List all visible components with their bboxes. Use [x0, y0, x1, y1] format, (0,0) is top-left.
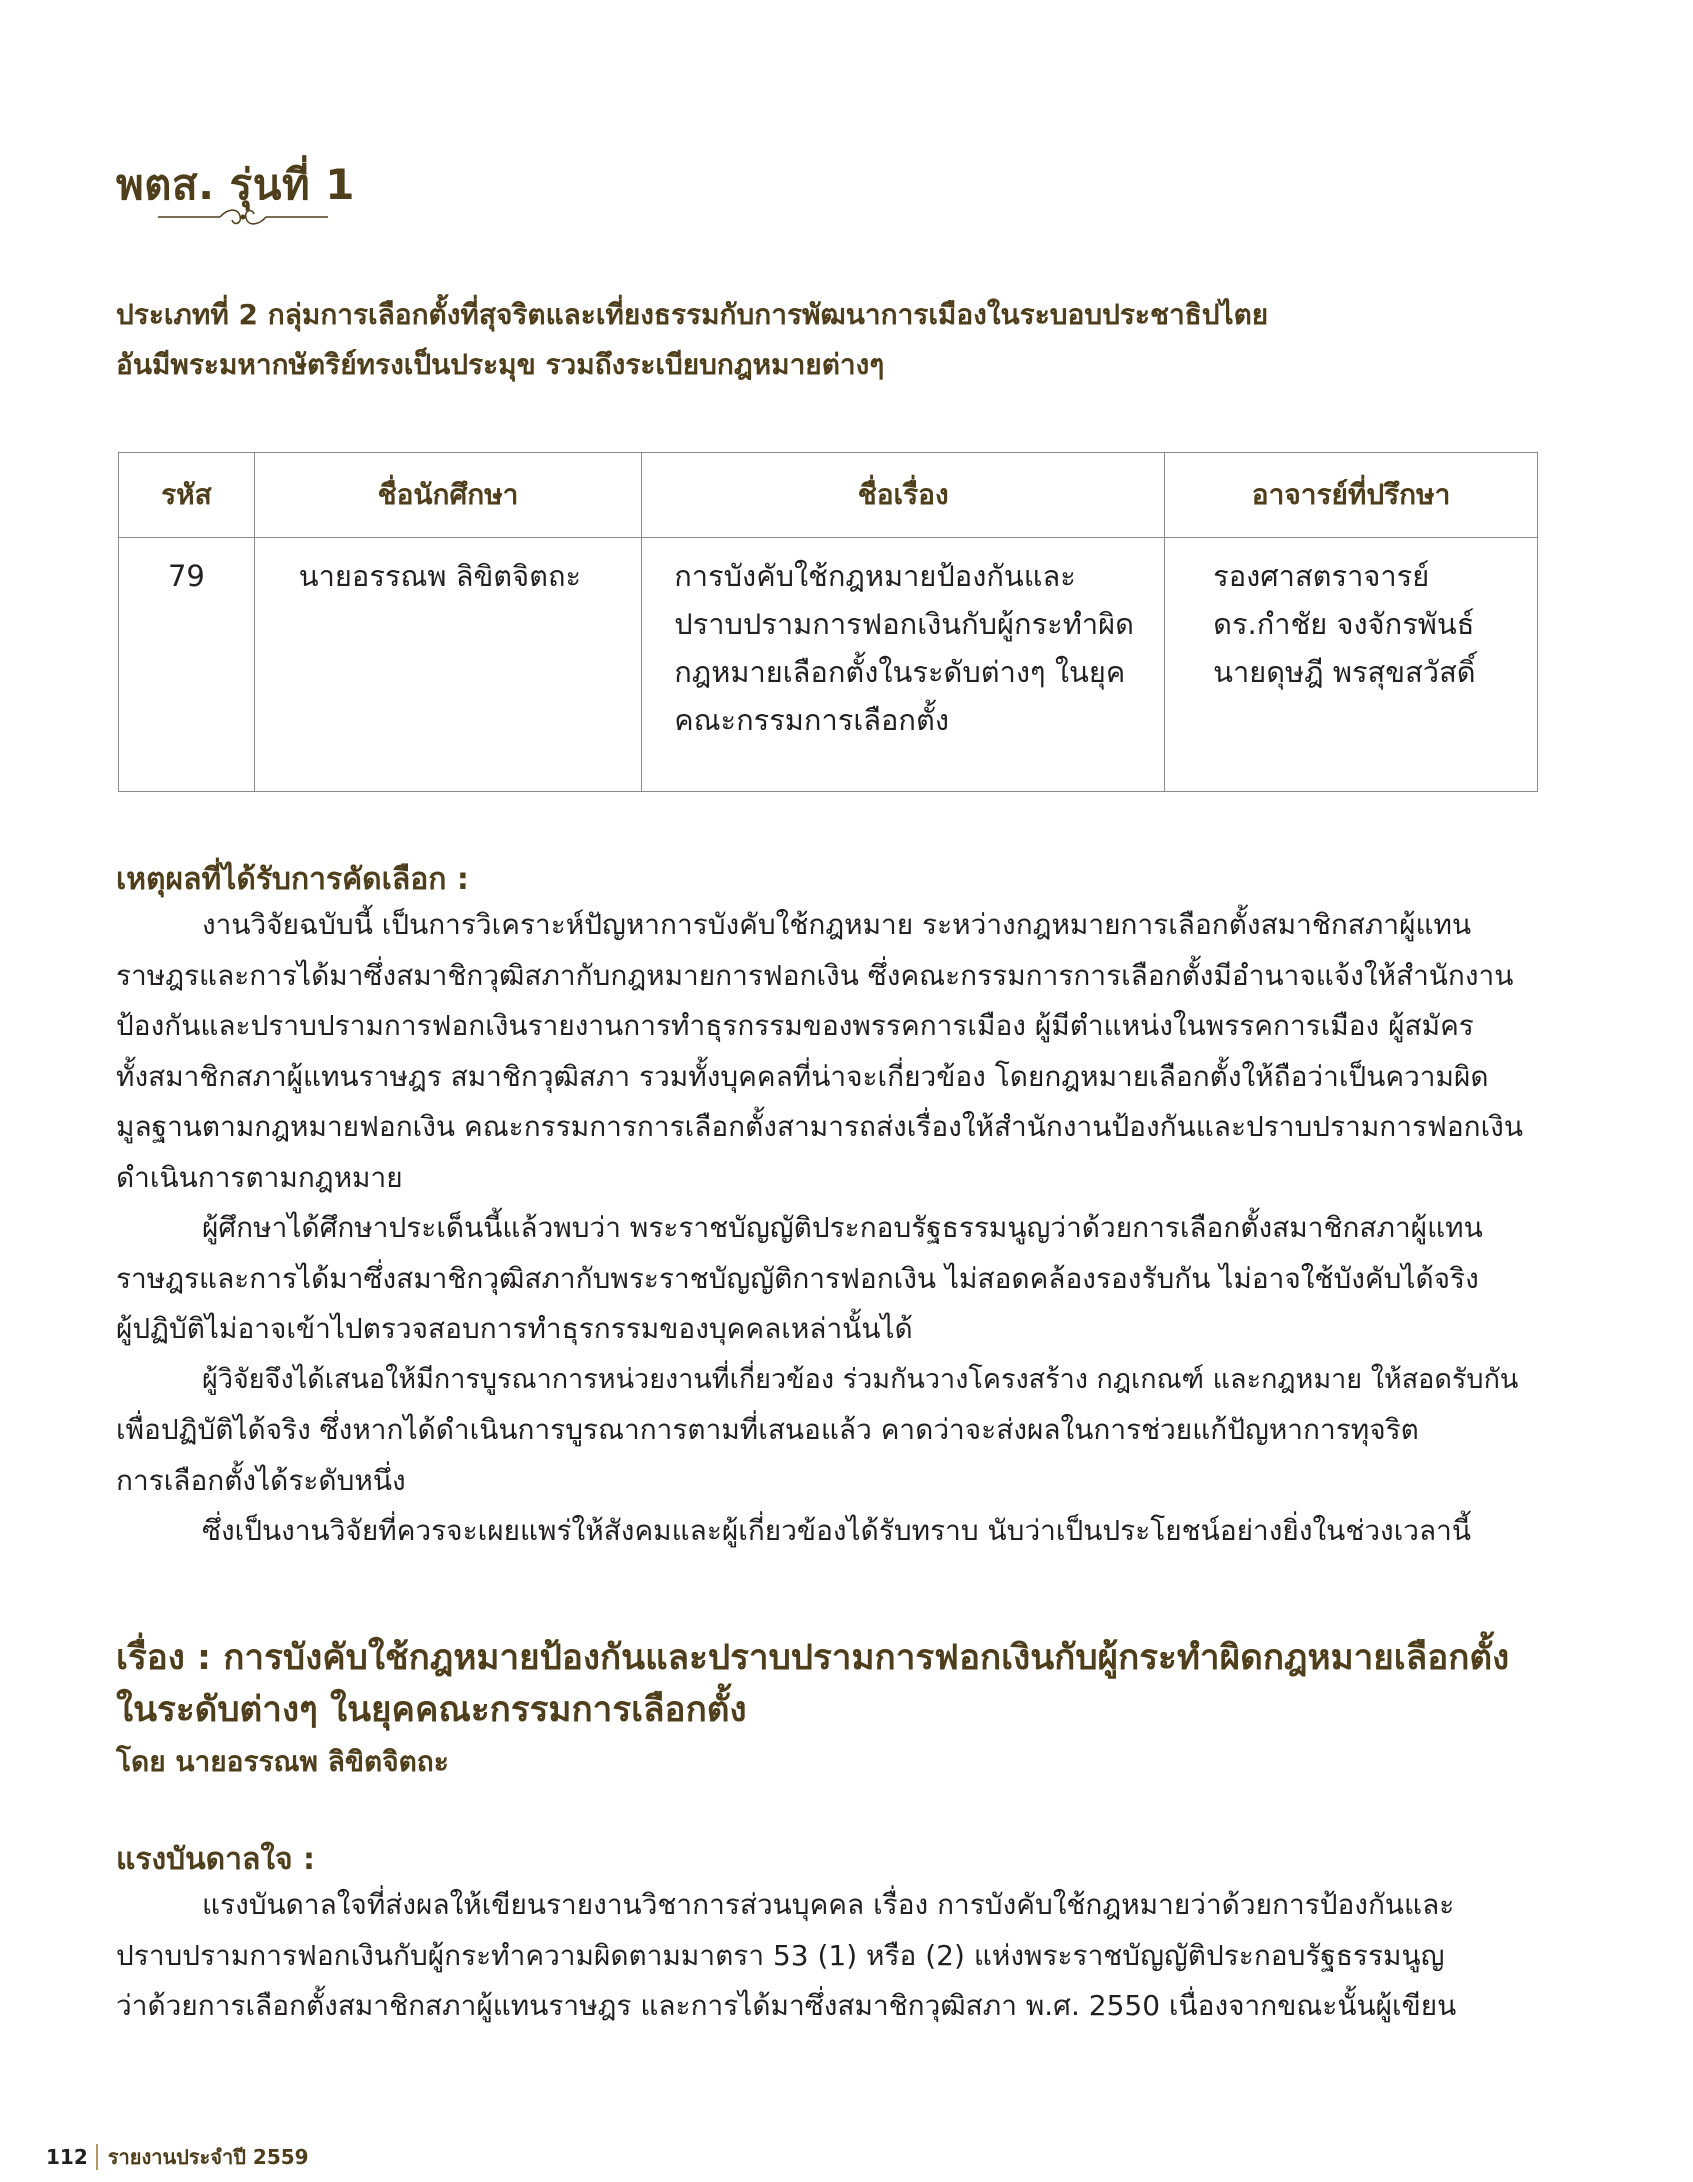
page-number: 112	[46, 2145, 88, 2169]
footer-divider	[96, 2144, 98, 2170]
body-line: เพื่อปฏิบัติได้จริง ซึ่งหากได้ดำเนินการบูรณาการตามที่เสนอแล้ว คาดว่าจะส่งผลในการช่วยแก้ปัญหาการทุจริต	[116, 1413, 1419, 1446]
body-line: มูลฐานตามกฎหมายฟอกเงิน คณะกรรมการการเลือกตั้งสามารถส่งเรื่องให้สำนักงานป้องกันและปราบปรามการฟอกเงิน	[116, 1110, 1523, 1143]
subject-line-1: เรื่อง : การบังคับใช้กฎหมายป้องกันและปราบปรามการฟอกเงินกับผู้กระทำผิดกฎหมายเลือกตั้ง	[116, 1638, 1510, 1678]
batch-heading: พตส. รุ่นที่ 1	[116, 160, 355, 209]
body-line: ดำเนินการตามกฎหมาย	[116, 1160, 403, 1194]
reason-heading: เหตุผลที่ได้รับการคัดเลือก :	[116, 862, 469, 897]
body-line: ซึ่งเป็นงานวิจัยที่ควรจะเผยแพร่ให้สังคมและผู้เกี่ยวข้องได้รับทราบ นับว่าเป็นประโยชน์อย่างยิ่งในช่วงเวลานี้	[202, 1514, 1472, 1547]
author-byline: โดย นายอรรณพ ลิขิตจิตถะ	[116, 1745, 449, 1778]
ornament-divider-icon	[158, 204, 328, 230]
body-line: ผู้วิจัยจึงได้เสนอให้มีการบูรณาการหน่วยงานที่เกี่ยวข้อง ร่วมกันวางโครงสร้าง กฎเกณฑ์ และกฎหมาย ให้สอดรับกัน	[202, 1363, 1519, 1395]
body-line: ราษฎรและการได้มาซึ่งสมาชิกวุฒิสภากับพระราชบัญญัติการฟอกเงิน ไม่สอดคล้องรองรับกัน ไม่อาจใช้บังคับได้จริง	[116, 1261, 1479, 1295]
advisor-line: นายดุษฎี พรสุขสวัสดิ์	[1213, 655, 1476, 689]
subject-line-2: ในระดับต่างๆ ในยุคคณะกรรมการเลือกตั้ง	[116, 1690, 747, 1730]
body-line: งานวิจัยฉบับนี้ เป็นการวิเคราะห์ปัญหาการบังคับใช้กฎหมาย ระหว่างกฎหมายการเลือกตั้งสมาชิกสภาผู้แทน	[202, 908, 1472, 941]
title-line: ปราบปรามการฟอกเงินกับผู้กระทำผิด	[674, 607, 1134, 641]
cell-student: นายอรรณพ ลิขิตจิตถะ	[254, 538, 641, 792]
header-code: รหัส	[119, 453, 255, 538]
title-line: คณะกรรมการเลือกตั้ง	[674, 703, 949, 737]
body-line: ราษฎรและการได้มาซึ่งสมาชิกวุฒิสภากับกฎหมายการฟอกเงิน ซึ่งคณะกรรมการการเลือกตั้งมีอำนาจแจ้งให้สำนักงาน	[116, 958, 1514, 992]
body-line: ทั้งสมาชิกสภาผู้แทนราษฎร สมาชิกวุฒิสภา รวมทั้งบุคคลที่น่าจะเกี่ยวข้อง โดยกฎหมายเลือกตั้งให้ถือว่าเป็นความผิด	[116, 1059, 1489, 1093]
category-line-2: อันมีพระมหากษัตริย์ทรงเป็นประมุข รวมถึงระเบียบกฎหมายต่างๆ	[116, 348, 885, 381]
inspiration-body	[116, 1880, 1536, 2032]
header-advisor: อาจารย์ที่ปรึกษา	[1165, 453, 1538, 538]
body-line: ผู้ปฏิบัติไม่อาจเข้าไปตรวจสอบการทำธุรกรรมของบุคคลเหล่านั้นได้	[116, 1312, 913, 1345]
inspiration-heading: แรงบันดาลใจ :	[116, 1842, 316, 1877]
advisor-line: รองศาสตราจารย์	[1213, 559, 1430, 593]
body-line: ปราบปรามการฟอกเงินกับผู้กระทำความผิดตามมาตรา 53 (1) หรือ (2) แห่งพระราชบัญญัติประกอบรัฐธรรมนูญ	[116, 1938, 1445, 1972]
page-footer	[46, 2142, 309, 2172]
cell-title	[642, 538, 1165, 792]
category-line-1: ประเภทที่ 2 กลุ่มการเลือกตั้งที่สุจริตและเที่ยงธรรมกับการพัฒนาการเมืองในระบอบประชาธิปไตย	[116, 298, 1269, 331]
advisor-line: ดร.กำชัย จงจักรพันธ์	[1213, 607, 1475, 641]
publication-name: รายงานประจำปี 2559	[107, 2145, 309, 2169]
body-line: ว่าด้วยการเลือกตั้งสมาชิกสภาผู้แทนราษฎร และการได้มาซึ่งสมาชิกวุฒิสภา พ.ศ. 2550 เนื่องจากขณะนั้นผู้เขียน	[116, 1989, 1457, 2022]
header-title: ชื่อเรื่อง	[642, 453, 1165, 538]
title-line: การบังคับใช้กฎหมายป้องกันและ	[674, 559, 1076, 593]
subject-title	[116, 1632, 1556, 1736]
body-line: การเลือกตั้งได้ระดับหนึ่ง	[116, 1463, 406, 1497]
table-header-row	[119, 453, 1538, 538]
cell-advisor	[1165, 538, 1538, 792]
research-category	[116, 290, 1576, 390]
research-table	[118, 452, 1538, 792]
body-line: ป้องกันและปราบปรามการฟอกเงินรายงานการทำธุรกรรมของพรรคการเมือง ผู้มีตำแหน่งในพรรคการเมือง ผู้สมัคร	[116, 1009, 1474, 1042]
title-line: กฎหมายเลือกตั้งในระดับต่างๆ ในยุค	[674, 655, 1126, 689]
body-line: ผู้ศึกษาได้ศึกษาประเด็นนี้แล้วพบว่า พระราชบัญญัติประกอบรัฐธรรมนูญว่าด้วยการเลือกตั้งสมาชิกสภาผู้แทน	[202, 1211, 1483, 1244]
table-row	[119, 538, 1538, 792]
reason-body	[116, 900, 1536, 1557]
body-line: แรงบันดาลใจที่ส่งผลให้เขียนรายงานวิชาการส่วนบุคคล เรื่อง การบังคับใช้กฎหมายว่าด้วยการป้องกันและ	[202, 1888, 1455, 1921]
cell-code: 79	[119, 538, 255, 792]
header-student: ชื่อนักศึกษา	[254, 453, 641, 538]
